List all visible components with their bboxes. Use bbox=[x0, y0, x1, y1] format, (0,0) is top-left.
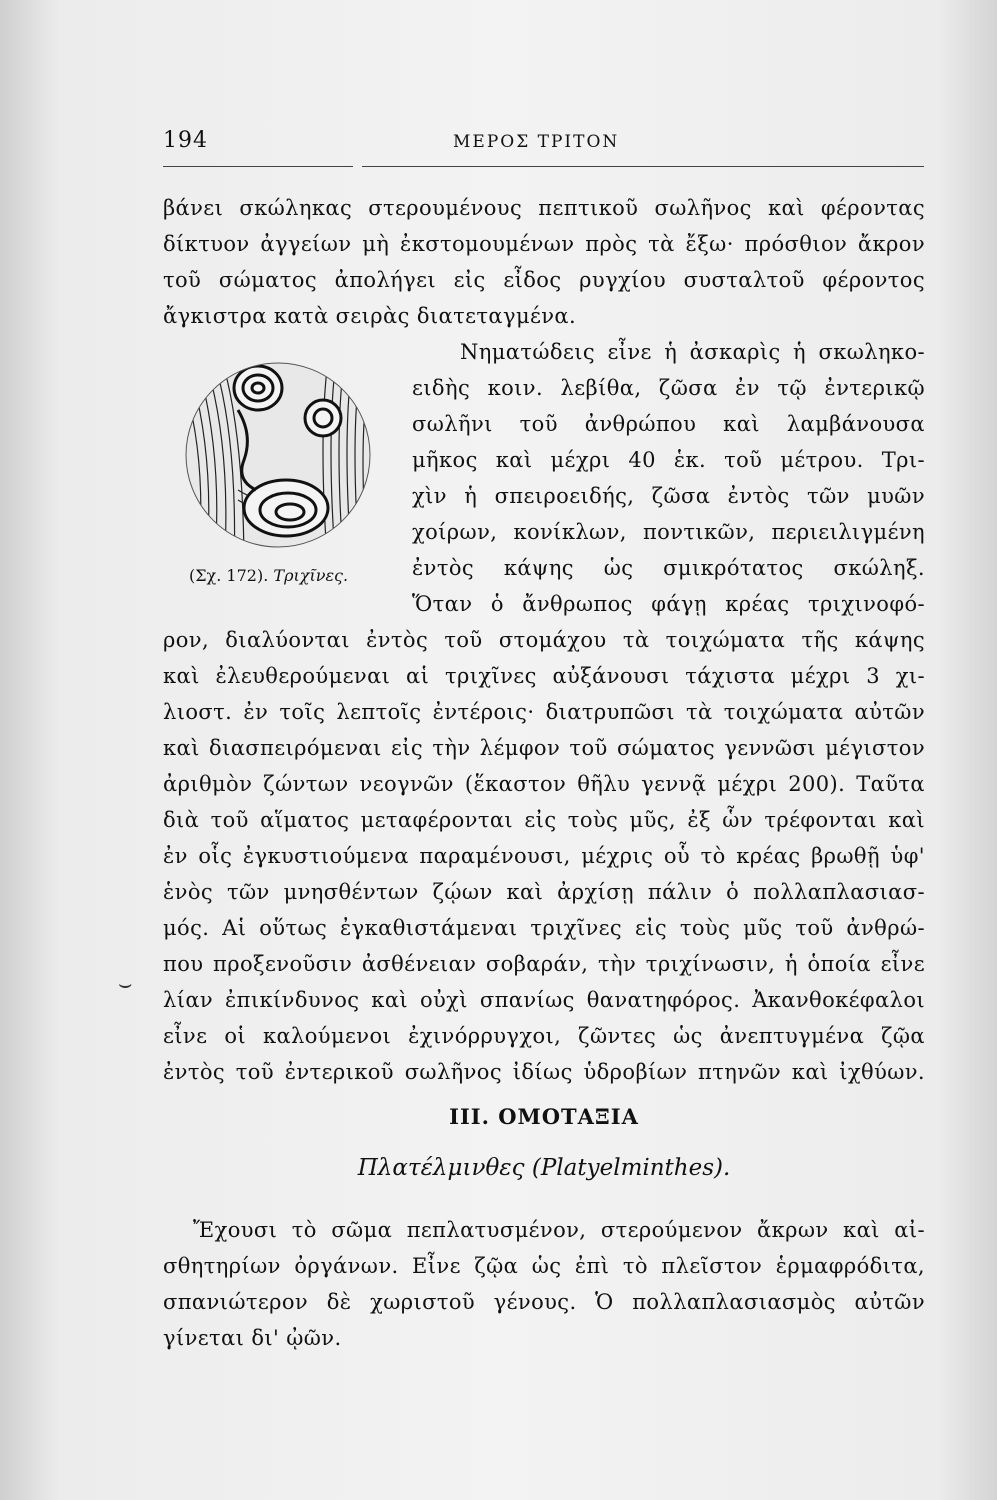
text-line: βάνει σκώληκας στερουμένους πεπτικοῦ σωλῆνος καὶ φέροντας bbox=[163, 196, 925, 220]
text-line: ἑνὸς τῶν μνησθέντων ζῴων καὶ ἀρχίσῃ πάλιν ὁ πολλαπλασιασ- bbox=[163, 880, 925, 904]
figure-caption bbox=[189, 566, 348, 585]
text-line: Ὅταν ὁ ἄνθρωπος φάγῃ κρέας τριχινοφό- bbox=[412, 592, 925, 616]
text-line: ἄγκιστρα κατὰ σειρὰς διατεταγμένα. bbox=[163, 304, 577, 328]
page-number: 194 bbox=[163, 128, 208, 153]
running-title: ΜΕΡΟΣ ΤΡΙΤΟΝ bbox=[453, 132, 620, 152]
text-line: ἀριθμὸν ζώντων νεογνῶν (ἕκαστον θῆλυ γεννᾷ μέχρι 200). Ταῦτα bbox=[163, 772, 925, 796]
text-line: ἐν οἷς ἐγκυστιούμενα παραμένουσι, μέχρις οὗ τὸ κρέας βρωθῇ ὑφ' bbox=[163, 844, 925, 868]
text-line: διὰ τοῦ αἵματος μεταφέρονται εἰς τοὺς μῦς, ἐξ ὧν τρέφονται καὶ bbox=[163, 808, 925, 832]
text-line: χοίρων, κονίκλων, ποντικῶν, περιειλιγμένη bbox=[412, 520, 925, 544]
header-rule-left bbox=[163, 166, 353, 167]
text-line: καὶ διασπειρόμεναι εἰς τὴν λέμφον τοῦ σώματος γεννῶσι μέγιστον bbox=[163, 736, 925, 760]
text-line: καὶ ἐλευθερούμεναι αἱ τριχῖνες αὐξάνουσι τάχιστα μέχρι 3 χι- bbox=[163, 664, 925, 688]
header-rule-right bbox=[362, 166, 924, 167]
text-line: χὶν ἡ σπειροειδής, ζῶσα ἐντὸς τῶν μυῶν bbox=[412, 484, 925, 508]
text-line: Νηματώδεις εἶνε ἡ ἀσκαρὶς ἡ σκωληκο- bbox=[460, 340, 925, 364]
text-line: μῆκος καὶ μέχρι 40 ἑκ. τοῦ μέτρου. Τρι- bbox=[412, 448, 925, 472]
text-line: ρον, διαλύονται ἐντὸς τοῦ στομάχου τὰ τοιχώματα τῆς κάψης bbox=[163, 628, 925, 652]
text-line: που προξενοῦσιν ἀσθένειαν σοβαράν, τὴν τριχίνωσιν, ἡ ὁποία εἶνε bbox=[163, 952, 925, 976]
text-line: τοῦ σώματος ἀπολήγει εἰς εἶδος ρυγχίου συσταλτοῦ φέροντος bbox=[163, 268, 925, 292]
section-heading: III. ΟΜΟΤΑΞΙΑ bbox=[449, 1104, 639, 1129]
text-line: ἐντὸς τοῦ ἐντερικοῦ σωλῆνος ἰδίως ὑδροβίων πτηνῶν καὶ ἰχθύων. bbox=[163, 1060, 925, 1084]
text-line: σθητηρίων ὀργάνων. Εἶνε ζῷα ὡς ἐπὶ τὸ πλεῖστον ἑρμαφρόδιτα, bbox=[163, 1254, 925, 1278]
margin-mark: ⌣ bbox=[118, 972, 133, 997]
text-line: σπανιώτερον δὲ χωριστοῦ γένους. Ὁ πολλαπλασιασμὸς αὐτῶν bbox=[163, 1290, 925, 1314]
figure-caption-label: (Σχ. 172). bbox=[189, 566, 269, 585]
text-line: λίαν ἐπικίνδυνος καὶ οὐχὶ σπανίως θανατηφόρος. Ἀκανθοκέφαλοι bbox=[163, 988, 925, 1012]
text-line: σωλῆνι τοῦ ἀνθρώπου καὶ λαμβάνουσα bbox=[412, 412, 925, 436]
text-line: εἶνε οἱ καλούμενοι ἐχινόρρυγχοι, ζῶντες ὡς ἀνεπτυγμένα ζῷα bbox=[163, 1024, 925, 1048]
text-line: λιοστ. ἐν τοῖς λεπτοῖς ἐντέροις· διατρυπῶσι τὰ τοιχώματα αὐτῶν bbox=[163, 700, 925, 724]
figure-caption-title: Τριχῖνες. bbox=[273, 566, 349, 585]
text-line: μός. Αἱ οὕτως ἐγκαθιστάμεναι τριχῖνες εἰς τοὺς μῦς τοῦ ἀνθρώ- bbox=[163, 916, 925, 940]
page-header bbox=[163, 128, 923, 162]
subsection-heading: Πλατέλμινθες (Platyelminthes). bbox=[357, 1155, 731, 1181]
text-line: Ἔχουσι τὸ σῶμα πεπλατυσμένον, στερούμενον ἄκρων καὶ αἰ- bbox=[193, 1218, 925, 1242]
text-line: ειδὴς κοιν. λεβίθα, ζῶσα ἐν τῷ ἐντερικῷ bbox=[412, 376, 925, 400]
text-line: γίνεται δι' ᾠῶν. bbox=[163, 1326, 342, 1350]
text-line: ἐντὸς κάψης ὡς σμικρότατος σκώληξ. bbox=[412, 556, 925, 580]
text-line: δίκτυον ἀγγείων μὴ ἐκστομουμένων πρὸς τὰ ἔξω· πρόσθιον ἄκρον bbox=[163, 232, 925, 256]
trichinae-illustration bbox=[178, 340, 394, 580]
